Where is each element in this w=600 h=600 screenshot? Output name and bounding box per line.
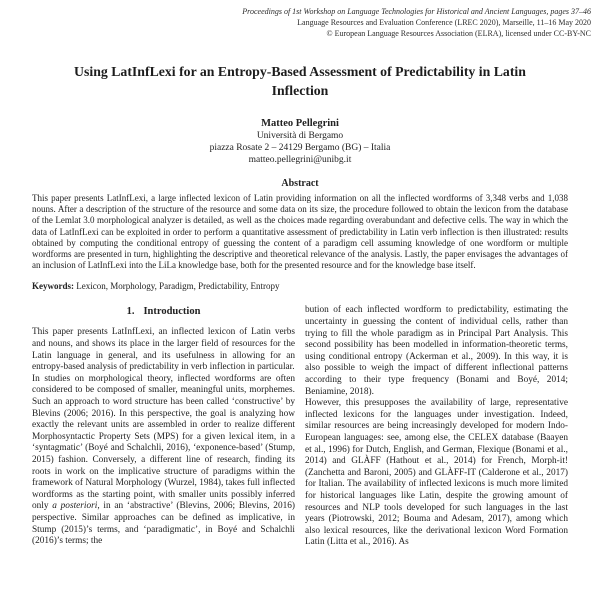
author-name: Matteo Pellegrini xyxy=(261,118,339,129)
body-columns xyxy=(32,305,568,548)
proceedings-header xyxy=(242,6,591,39)
left-column xyxy=(32,305,295,548)
paper-title: Using LatInfLexi for an Entropy-Based Assessment of Predictability in Latin Inflection xyxy=(74,64,526,98)
latin-term-italic: a posteriori xyxy=(52,501,98,512)
author-email: matteo.pellegrini@unibg.it xyxy=(248,155,352,165)
author-affiliation: Università di Bergamo xyxy=(256,131,344,141)
proceedings-line: Proceedings of 1st Workshop on Language Technologies for Historical and Ancient Languages, pages 37–46 xyxy=(242,7,591,16)
intro-paragraph-2-text: In studies on morphological theory, inflected wordforms are often considered to be composed of smaller, meaningful units, morphemes. Such an approach to word structure has been called ‘constructive’ by Blevins (2006; 2016). In this perspective, the goal is analyzing how exactly the relevant units are assembled in order to realize different Morphosyntactic Property Sets (MPS) for a given lexical item, in a ‘syntagmatic’ (Boyé and Schalchli, 2016), ‘exponence-based’ (Stump, 2015) fashion. Conversely, a different line of research, finding its roots in work on the implicative structure of paradigms within the framework of Natural Morphology (Wurzel, 1984), takes full inflected wordforms as the starting point, with smaller units possibly inferred only xyxy=(32,373,295,512)
author-address: piazza Rosate 2 – 24129 Bergamo (BG) – Italia xyxy=(209,143,391,153)
intro-paragraph-1: This paper presents LatInfLexi, an inflected lexicon of Latin verbs and nouns, and shows its place in the larger field of resources for the Latin language in general, and its usefulness in allowing for an entropy-based analysis of predictability in verb inflection in particular. xyxy=(32,327,295,373)
section-1-number: 1. xyxy=(126,306,135,318)
right-paragraph-2: However, this presupposes the availability of large, representative inflected lexicons for the languages under investigation. Indeed, similar resources are being increasingly developed for modern Indo-European languages: see, among else, the CELEX database (Baayen et al., 1996) for Dutch, English, and German, Flexique (Bonami et al., 2014) and GLÀFF (Hathout et al., 2014) for French, Morph-it! (Zanchetta and Baroni, 2005) and GLÀFF-IT (Calderone et al., 2017) for Italian. The availability of inflected lexicons is much more limited for historical languages like Latin, despite the growing amount of resources and NLP tools developed for such languages in the last years (Piotrowski, 2012; Bouma and Adesam, 2017), among which also lexical resources, like the derivational lexicon Word Formation Latin (Litta et al., 2016). As xyxy=(305,398,568,548)
keywords-text: Lexicon, Morphology, Paradigm, Predictability, Entropy xyxy=(76,281,280,292)
right-column xyxy=(305,305,568,548)
keywords-line xyxy=(32,281,568,292)
section-1-heading xyxy=(32,305,295,318)
license-line: © European Language Resources Association (ELRA), licensed under CC-BY-NC xyxy=(326,29,591,38)
section-1-title: Introduction xyxy=(143,306,201,318)
keywords-label: Keywords: xyxy=(32,281,74,292)
intro-paragraph-2-cont: , in an ‘abstractive’ (Blevins, 2006; Blevins, 2016) perspective. Similar approaches can be defined as implicative, in Stump (2015)’s terms, and ‘paradigmatic’, in Boyé and Schalchli (2016)’s terms; the xyxy=(32,501,295,547)
right-paragraph-1: bution of each inflected wordform to predictability, estimating the uncertainty in guessing the content of individual cells, rather than trying to fill the whole paradigm as in Principal Part Analysis. This second possibility has been modelled in information-theoretic terms, using conditional entropy (Ackerman et al., 2009). In this way, it is also possible to weigh the impact of different inflectional patterns according to their type frequency (Bonami and Boyé, 2014; Beniamine, 2018). xyxy=(305,305,568,397)
intro-paragraph-2 xyxy=(32,374,295,548)
abstract-text: This paper presents LatInfLexi, a large inflected lexicon of Latin providing information on all the inflected wordforms of 3,348 verbs and 1,038 nouns. After a description of the structure of the resource and some data on its size, the procedure followed to obtain the lexicon from the database of the Lemlat 3.0 morphological analyzer is detailed, as well as the choices made regarding overabundant and defective cells. The way in which the data of LatInfLexi can be exploited in order to perform a quantitative assessment of predictability in Latin verb inflection is then illustrated: results obtained by computing the conditional entropy of guessing the content of a paradigm cell assuming knowledge of one wordform or multiple wordforms are presented in turn, highlighting the descriptive and theoretical relevance of the analysis. Lastly, the paper envisages the advantages of an inclusion of LatInfLexi into the LiLa knowledge base, both for the presented resource and for the knowledge base itself. xyxy=(32,193,568,271)
conference-line: Language Resources and Evaluation Conference (LREC 2020), Marseille, 11–16 May 2020 xyxy=(297,18,591,27)
abstract-heading: Abstract xyxy=(281,178,319,189)
author-block xyxy=(0,117,600,166)
